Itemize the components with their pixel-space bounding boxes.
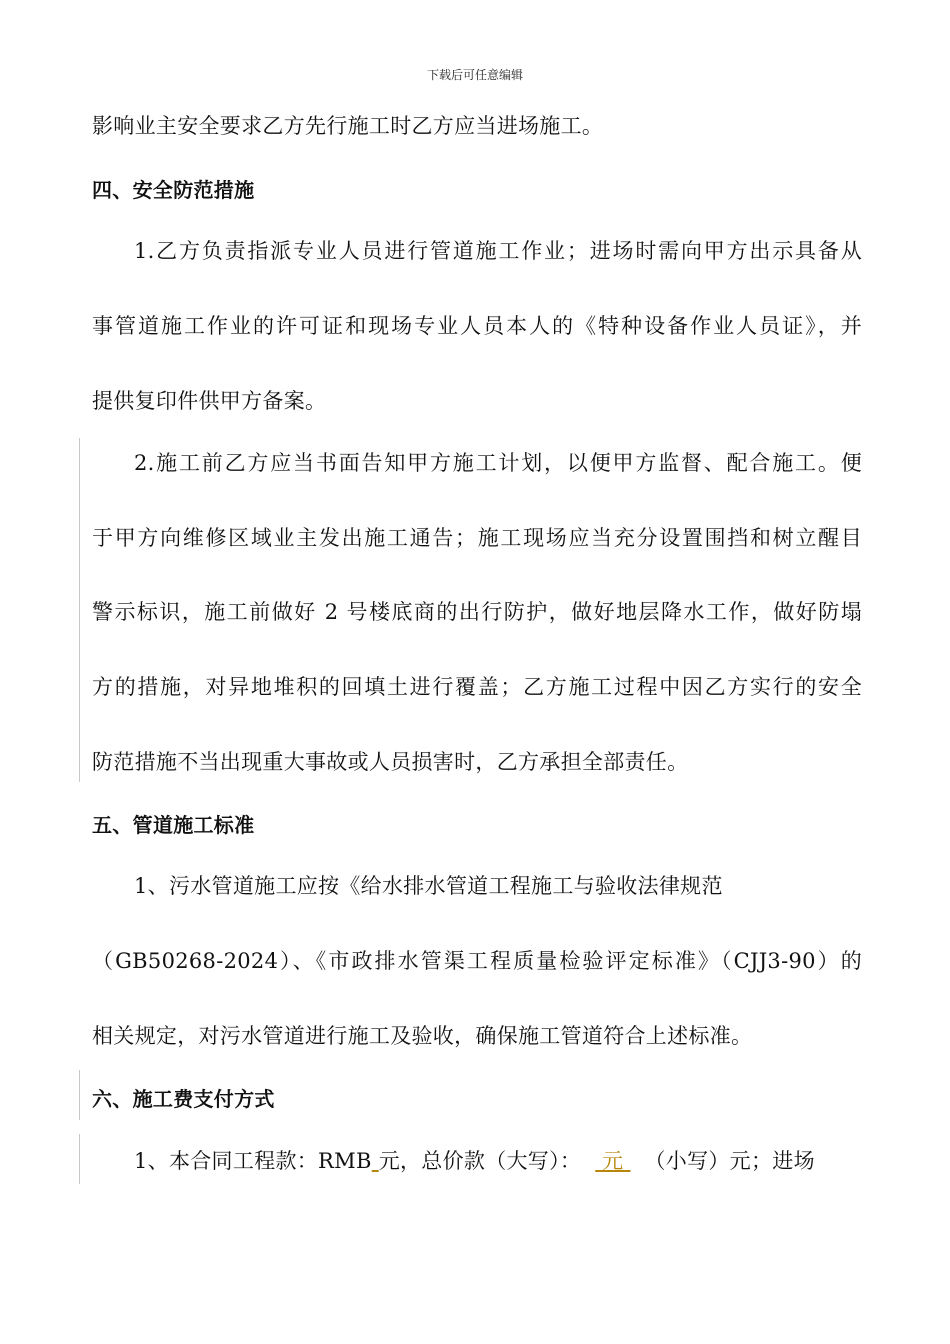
page-header: 下载后可任意编辑 — [426, 68, 523, 82]
text-line: 事管道施工作业的许可证和现场专业人员本人的《特种设备作业人员证》，并 — [92, 314, 862, 338]
text-line: 于甲方向维修区域业主发出施工通告；施工现场应当充分设置围挡和树立醒目 — [92, 526, 862, 550]
payment-text: （小写）元；进场 — [644, 1149, 815, 1173]
revision-bar — [79, 438, 80, 782]
text-line: 2.施工前乙方应当书面告知甲方施工计划，以便甲方监督、配合施工。便 — [134, 451, 862, 475]
section-heading-5: 五、管道施工标准 — [92, 813, 255, 837]
revision-bar — [79, 1134, 80, 1184]
section-heading-4: 四、安全防范措施 — [92, 178, 255, 202]
section-heading-6: 六、施工费支付方式 — [92, 1087, 275, 1111]
blank-field-amount: 元 — [595, 1149, 631, 1173]
text-line: 方的措施，对异地堆积的回填土进行覆盖；乙方施工过程中因乙方实行的安全 — [92, 675, 862, 699]
revision-bar — [79, 1070, 80, 1120]
text-line: 1.乙方负责指派专业人员进行管道施工作业；进场时需向甲方出示具备从 — [134, 239, 862, 263]
text-line: 相关规定，对污水管道进行施工及验收，确保施工管道符合上述标准。 — [92, 1024, 753, 1048]
text-line: 1、污水管道施工应按《给水排水管道工程施工与验收法律规范 — [134, 874, 723, 898]
text-line: 防范措施不当出现重大事故或人员损害时，乙方承担全部责任。 — [92, 750, 689, 774]
payment-line — [134, 1147, 862, 1175]
text-line: 警示标识，施工前做好 2 号楼底商的出行防护，做好地层降水工作，做好防塌 — [92, 600, 862, 624]
text-line: 提供复印件供甲方备案。 — [92, 389, 327, 413]
text-line: 影响业主安全要求乙方先行施工时乙方应当进场施工。 — [92, 114, 604, 138]
payment-text: 元，总价款（大写）： — [378, 1149, 582, 1173]
blank-field — [372, 1149, 379, 1173]
text-line: （GB50268-2024）、《市政排水管渠工程质量检验评定标准》（CJJ3-90）的 — [92, 949, 862, 973]
payment-text: 1、本合同工程款：RMB — [134, 1149, 372, 1173]
